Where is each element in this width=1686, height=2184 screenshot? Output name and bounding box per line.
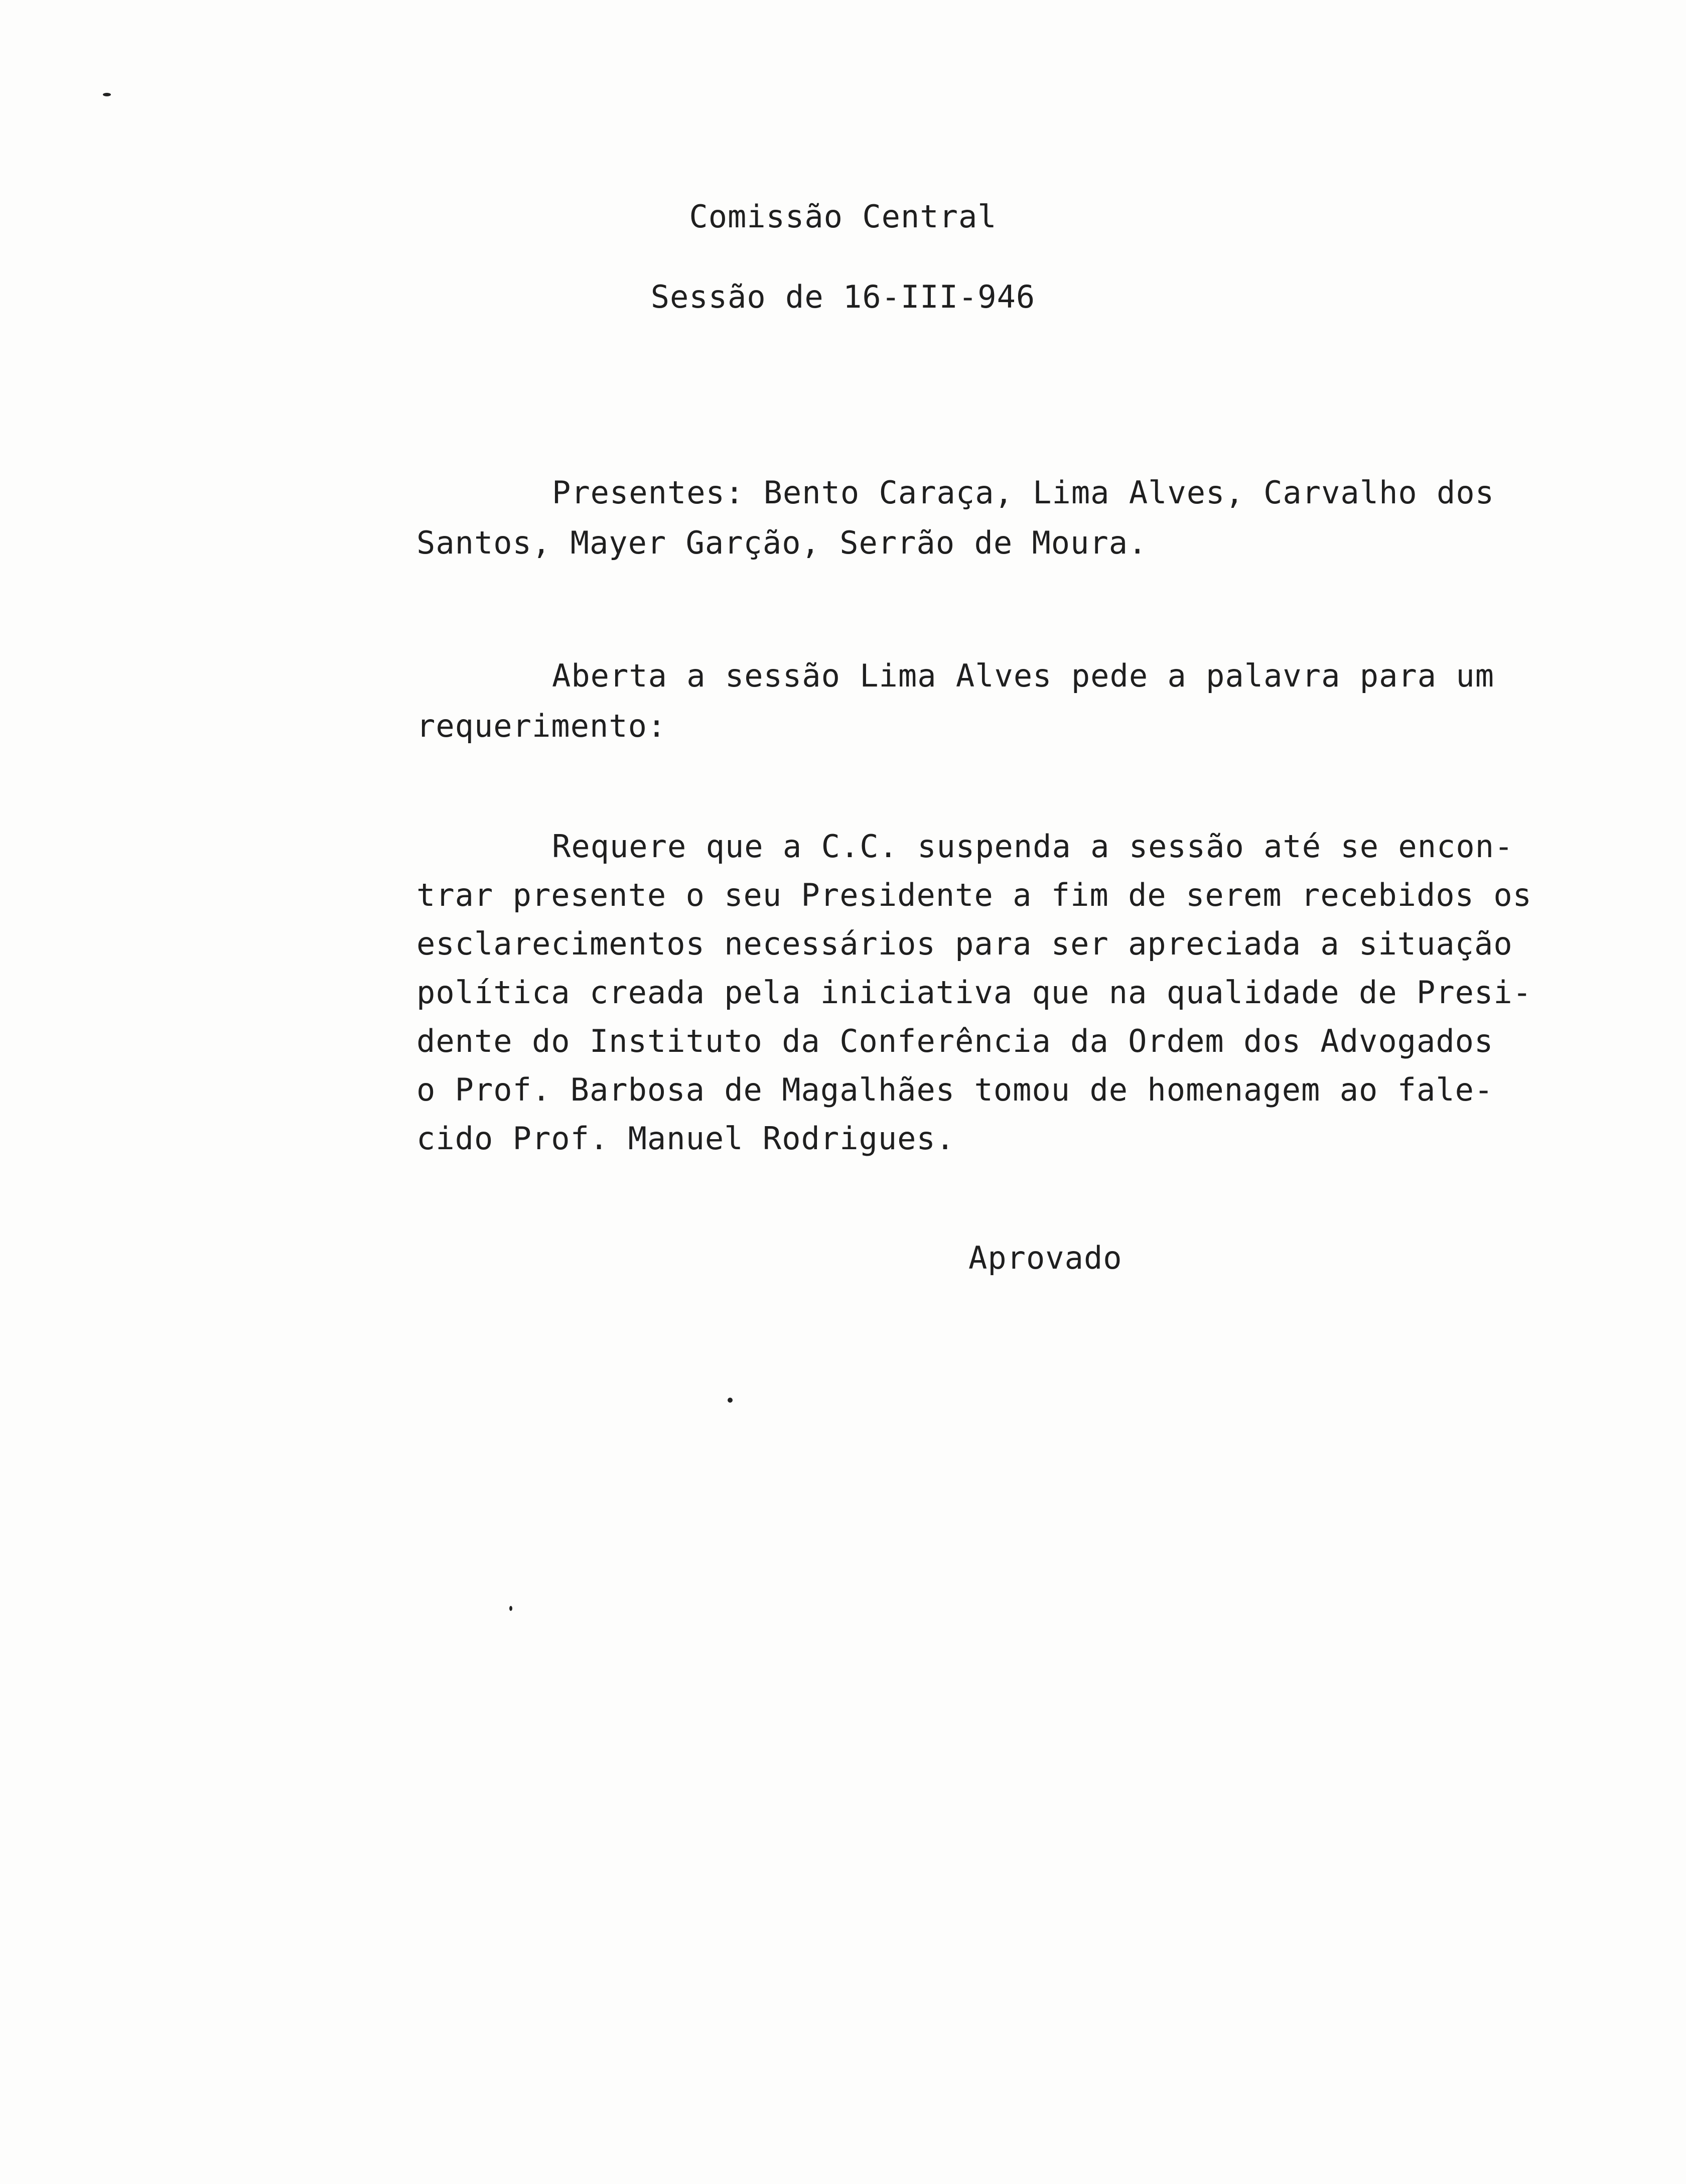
request-line: política creada pela iniciativa que na qualidade de Presi- [416, 974, 1532, 1011]
opening-paragraph [416, 657, 1571, 804]
attendance-paragraph [416, 474, 1571, 621]
request-paragraph [416, 828, 1571, 1158]
page-title: Comissão Central [689, 198, 997, 235]
session-date: Sessão de 16-III-946 [650, 279, 1036, 315]
opening-line: requerimento: [416, 708, 667, 744]
request-line: esclarecimentos necessários para ser apreciada a situação [416, 925, 1513, 962]
request-line: o Prof. Barbosa de Magalhães tomou de homenagem ao fale- [416, 1071, 1494, 1108]
approval-note: Aprovado [968, 1240, 1122, 1276]
request-line: dente do Instituto da Conferência da Ordem dos Advogados [416, 1023, 1494, 1059]
attendance-line: Santos, Mayer Garção, Serrão de Moura. [416, 524, 1148, 561]
request-line: trar presente o seu Presidente a fim de serem recebidos os [416, 877, 1532, 913]
request-line: Requere que a C.C. suspenda a sessão até se encon- [552, 828, 1514, 865]
ink-speck [728, 1398, 733, 1403]
request-line: cido Prof. Manuel Rodrigues. [416, 1120, 955, 1157]
attendance-line: Presentes: Bento Caraça, Lima Alves, Carvalho dos [552, 474, 1495, 511]
ink-speck [509, 1606, 512, 1611]
ink-speck [103, 93, 111, 96]
opening-line: Aberta a sessão Lima Alves pede a palavra para um [552, 657, 1495, 694]
